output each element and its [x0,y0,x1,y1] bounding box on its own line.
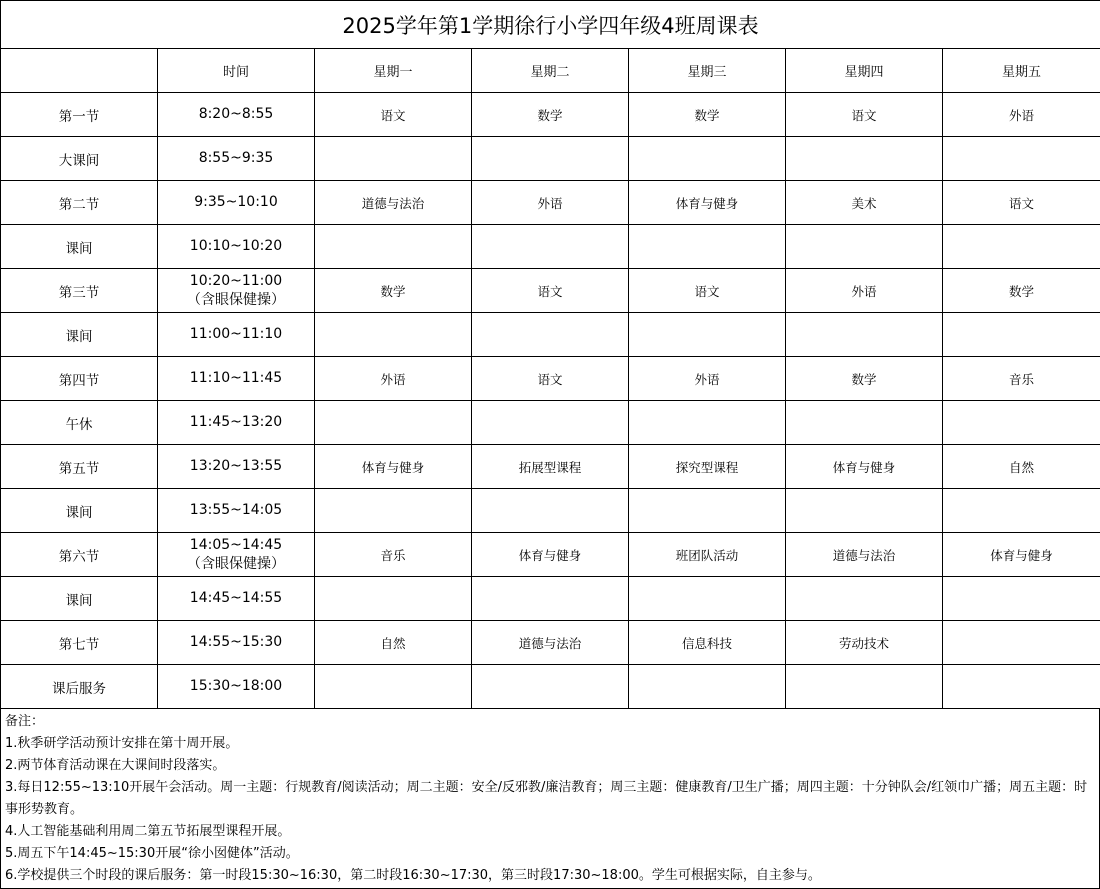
subject-cell: 美术 [786,181,943,225]
table-row [1,181,1100,225]
period-time-note: （含眼保健操） [187,291,285,308]
subject-cell [315,665,472,709]
subject-cell [315,489,472,533]
period-label: 大课间 [1,137,158,181]
subject-cell: 外语 [315,357,472,401]
period-time: 14:05~14:45 [189,536,283,553]
subject-cell [629,401,786,445]
subject-cell [472,401,629,445]
period-time: 14:45~14:55 [189,590,283,606]
table-row [1,577,1100,621]
table-row [1,665,1100,709]
table-row [1,401,1100,445]
header-day-mon: 星期一 [315,49,472,93]
subject-cell: 数学 [943,269,1100,313]
period-label: 课间 [1,577,158,621]
period-time-cell [158,181,315,225]
subject-cell: 音乐 [315,533,472,577]
subject-cell: 自然 [943,445,1100,489]
period-time-cell [158,489,315,533]
period-time: 11:10~11:45 [189,370,283,386]
subject-cell: 语文 [472,357,629,401]
subject-cell: 体育与健身 [943,533,1100,577]
period-time: 11:45~13:20 [189,414,283,430]
table-row [1,445,1100,489]
table-row [1,225,1100,269]
subject-cell [472,577,629,621]
period-label: 第七节 [1,621,158,665]
header-day-thu: 星期四 [786,49,943,93]
period-time: 13:55~14:05 [189,502,283,518]
subject-cell [472,313,629,357]
subject-cell [943,225,1100,269]
note-item: 2.两节体育活动课在大课间时段落实。 [5,758,226,773]
period-time: 10:10~10:20 [189,238,283,254]
header-time: 时间 [158,49,315,93]
table-row [1,357,1100,401]
subject-cell: 数学 [629,93,786,137]
note-item: 5.周五下午14:45~15:30开展“徐小囡健体”活动。 [5,846,299,861]
period-label: 第二节 [1,181,158,225]
subject-cell [629,577,786,621]
subject-cell [943,401,1100,445]
timetable-body [1,93,1100,709]
period-time-cell [158,533,315,577]
subject-cell [629,665,786,709]
header-day-fri: 星期五 [943,49,1100,93]
subject-cell: 拓展型课程 [472,445,629,489]
subject-cell [472,137,629,181]
period-time-cell [158,621,315,665]
period-time-cell [158,93,315,137]
subject-cell: 体育与健身 [472,533,629,577]
subject-cell: 语文 [943,181,1100,225]
period-time-cell [158,269,315,313]
table-row [1,137,1100,181]
header-day-wed: 星期三 [629,49,786,93]
subject-cell [629,489,786,533]
subject-cell: 数学 [315,269,472,313]
subject-cell [943,621,1100,665]
subject-cell: 语文 [629,269,786,313]
subject-cell: 体育与健身 [315,445,472,489]
period-time: 8:55~9:35 [198,150,274,166]
table-row [1,313,1100,357]
subject-cell [943,577,1100,621]
period-label: 午休 [1,401,158,445]
period-label: 课后服务 [1,665,158,709]
table-row [1,621,1100,665]
subject-cell [786,313,943,357]
subject-cell: 劳动技术 [786,621,943,665]
subject-cell [786,225,943,269]
corner-cell [1,49,158,93]
subject-cell: 体育与健身 [629,181,786,225]
period-label: 第一节 [1,93,158,137]
period-time-cell [158,577,315,621]
period-time: 15:30~18:00 [189,678,283,694]
subject-cell [315,577,472,621]
header-row [1,49,1100,93]
subject-cell: 道德与法治 [786,533,943,577]
table-title: 2025学年第1学期徐行小学四年级4班周课表 [1,1,1100,49]
period-time-cell [158,357,315,401]
period-time-note: （含眼保健操） [187,555,285,572]
period-label: 第四节 [1,357,158,401]
subject-cell: 探究型课程 [629,445,786,489]
subject-cell: 语文 [472,269,629,313]
subject-cell [786,137,943,181]
subject-cell [472,665,629,709]
period-label: 课间 [1,313,158,357]
period-time-cell [158,225,315,269]
subject-cell: 外语 [629,357,786,401]
period-label: 第五节 [1,445,158,489]
period-time-cell [158,665,315,709]
subject-cell [472,225,629,269]
subject-cell [786,665,943,709]
subject-cell [943,137,1100,181]
subject-cell: 信息科技 [629,621,786,665]
subject-cell: 数学 [786,357,943,401]
subject-cell [315,137,472,181]
subject-cell: 自然 [315,621,472,665]
subject-cell [943,665,1100,709]
subject-cell: 数学 [472,93,629,137]
period-time: 11:00~11:10 [189,326,283,342]
subject-cell: 道德与法治 [315,181,472,225]
period-label: 课间 [1,489,158,533]
subject-cell: 班团队活动 [629,533,786,577]
subject-cell [315,225,472,269]
note-item: 6.学校提供三个时段的课后服务：第一时段15:30~16:30，第二时段16:30~17:30，第三时段17:30~18:00。学生可根据实际，自主参与。 [5,868,821,883]
note-item: 1.秋季研学活动预计安排在第十周开展。 [5,736,239,751]
note-item: 4.人工智能基础利用周二第五节拓展型课程开展。 [5,824,291,839]
notes-heading: 备注： [5,714,45,729]
subject-cell: 外语 [472,181,629,225]
subject-cell [315,313,472,357]
period-time: 9:35~10:10 [194,194,278,210]
period-time-cell [158,401,315,445]
subject-cell [629,313,786,357]
subject-cell [472,489,629,533]
period-label: 第六节 [1,533,158,577]
table-row [1,489,1100,533]
subject-cell [629,137,786,181]
period-time-cell [158,445,315,489]
period-time: 8:20~8:55 [198,106,274,122]
period-time: 13:20~13:55 [189,458,283,474]
period-time-cell [158,137,315,181]
period-label: 课间 [1,225,158,269]
subject-cell: 道德与法治 [472,621,629,665]
header-day-tue: 星期二 [472,49,629,93]
subject-cell: 体育与健身 [786,445,943,489]
subject-cell [943,489,1100,533]
subject-cell [786,401,943,445]
table-row [1,269,1100,313]
table-row [1,533,1100,577]
note-item: 3.每日12:55~13:10开展午会活动。周一主题：行规教育/阅读活动；周二主题：安全/反邪教/廉洁教育；周三主题：健康教育/卫生广播；周四主题：十分钟队会/红领巾广播；周五主题：时事形势教育。 [5,780,1088,817]
subject-cell [315,401,472,445]
subject-cell: 外语 [943,93,1100,137]
subject-cell [629,225,786,269]
notes-section [0,709,1100,889]
subject-cell: 语文 [786,93,943,137]
period-time: 14:55~15:30 [189,634,283,650]
subject-cell: 音乐 [943,357,1100,401]
period-time-cell [158,313,315,357]
subject-cell: 语文 [315,93,472,137]
period-label: 第三节 [1,269,158,313]
subject-cell [943,313,1100,357]
period-time: 10:20~11:00 [189,272,283,289]
subject-cell [786,489,943,533]
subject-cell: 外语 [786,269,943,313]
subject-cell [786,577,943,621]
table-row [1,93,1100,137]
